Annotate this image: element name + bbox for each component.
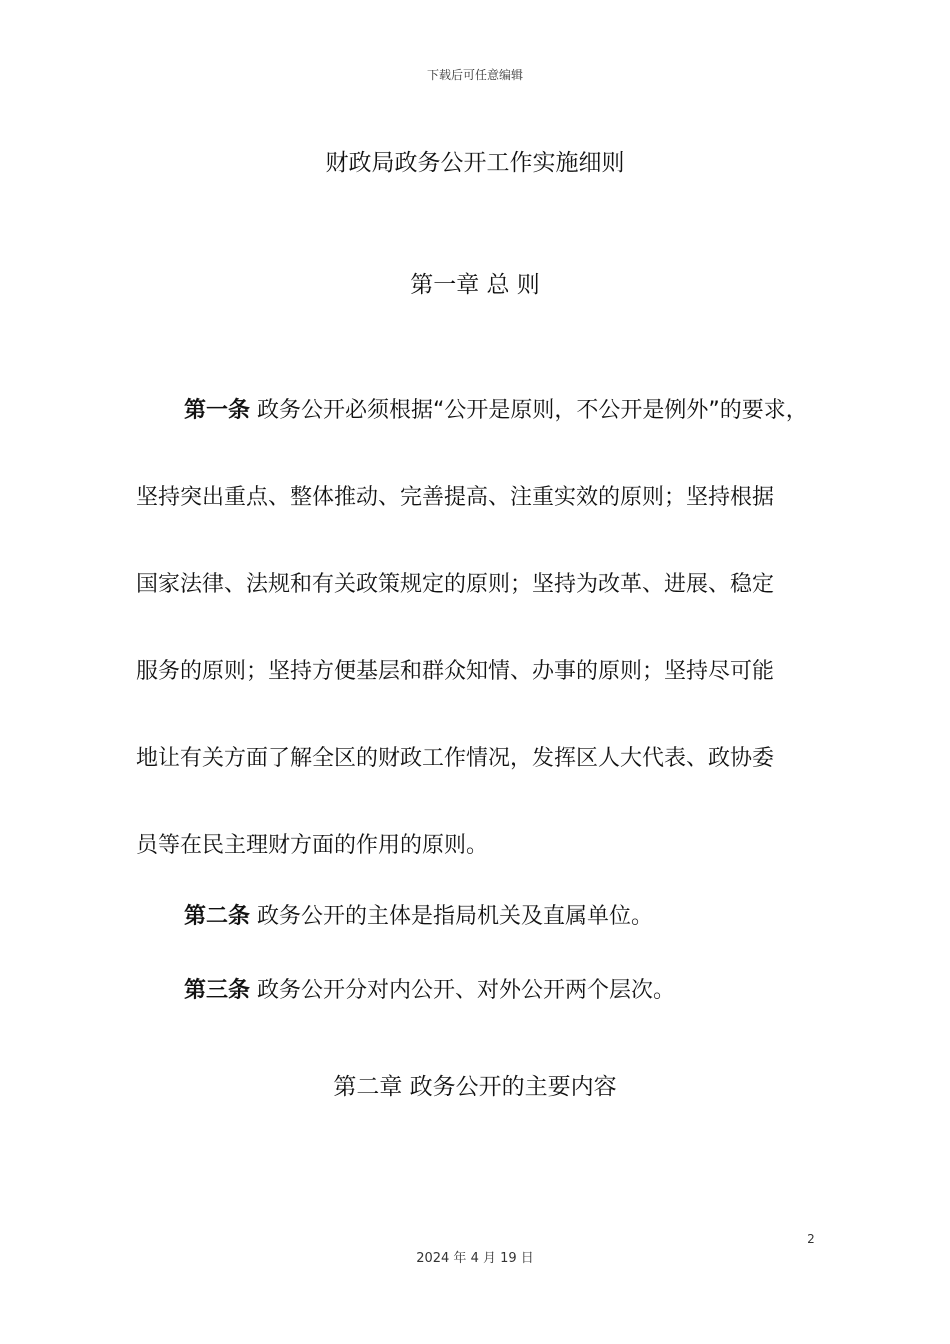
footer-date: 2024 年 4 月 19 日 <box>416 1251 534 1266</box>
article-1-line-4: 服务的原则；坚持方便基层和群众知情、办事的原则；坚持尽可能 <box>136 659 775 684</box>
document-title: 财政局政务公开工作实施细则 <box>325 150 625 176</box>
article-1-line-1 <box>136 394 836 481</box>
article-1-line-5: 地让有关方面了解全区的财政工作情况，发挥区人大代表、政协委 <box>136 746 775 771</box>
article-1-line-3: 国家法律、法规和有关政策规定的原则；坚持为改革、进展、稳定 <box>136 572 775 597</box>
article-3-label: 第三条 <box>184 978 251 1003</box>
chapter-1-title: 第一章 总 则 <box>410 272 540 298</box>
article-2-text: 政务公开的主体是指局机关及直属单位。 <box>250 904 654 929</box>
article-1-line-2: 坚持突出重点、整体推动、完善提高、注重实效的原则；坚持根据 <box>136 485 775 510</box>
article-3-text: 政务公开分对内公开、对外公开两个层次。 <box>250 978 676 1003</box>
header-note: 下载后可任意编辑 <box>426 68 523 82</box>
article-1-label: 第一条 <box>184 398 251 423</box>
article-3 <box>184 974 675 1008</box>
page-number: 2 <box>807 1232 815 1246</box>
article-2 <box>184 900 653 934</box>
article-1 <box>136 394 836 916</box>
chapter-2-title: 第二章 政务公开的主要内容 <box>333 1074 617 1100</box>
article-2-label: 第二条 <box>184 904 251 929</box>
article-1-text: 政务公开必须根据“公开是原则，不公开是例外”的要求， <box>250 398 808 423</box>
article-1-line-6: 员等在民主理财方面的作用的原则。 <box>136 833 489 858</box>
